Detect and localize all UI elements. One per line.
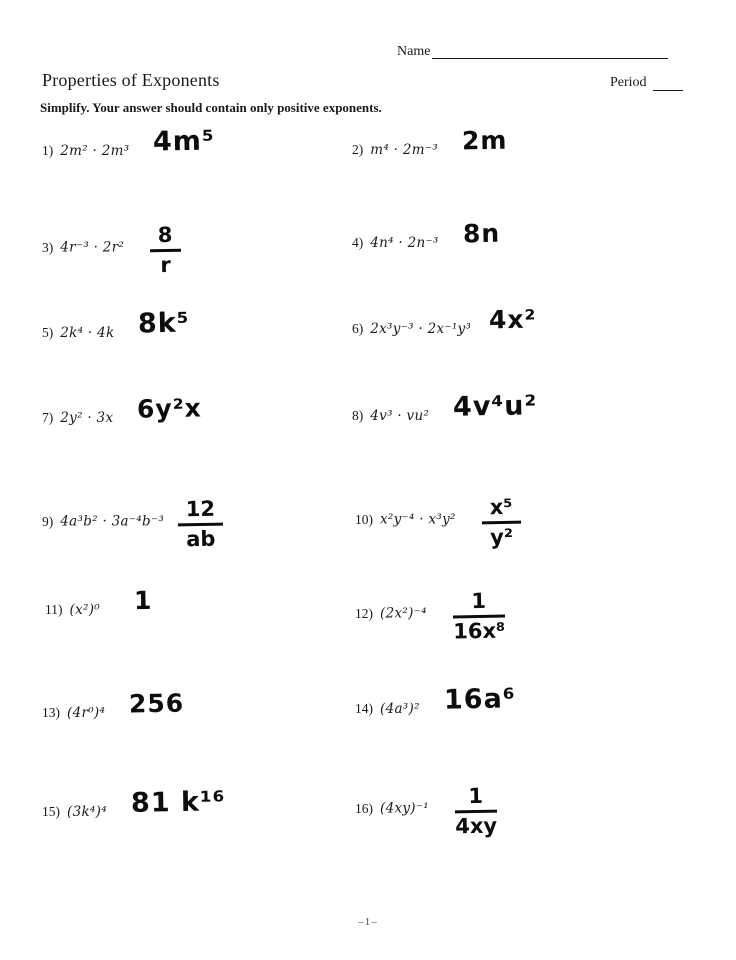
- problem-number: 7): [42, 410, 54, 425]
- period-label: Period: [610, 75, 647, 90]
- problem-expression: (4r⁰)⁴: [67, 705, 106, 721]
- problem-expression: 2m² · 2m³: [60, 143, 130, 159]
- instructions: Simplify. Your answer should contain only positive exponents.: [40, 100, 382, 115]
- problem-number: 11): [45, 602, 63, 617]
- fraction-denominator: 4xy: [455, 813, 498, 839]
- problem-expression: 2y² · 3x: [60, 410, 114, 426]
- fraction-numerator: x⁵: [481, 496, 520, 525]
- problem-expression: (x²)⁰: [69, 602, 100, 618]
- answer-handwritten: 4v⁴u²: [452, 390, 538, 423]
- problem-number: 3): [42, 239, 54, 255]
- fraction-numerator: 12: [178, 498, 224, 527]
- problem-number: 12): [355, 605, 373, 621]
- problem-9: [42, 496, 223, 552]
- name-blank-line: [432, 58, 668, 59]
- answer-fraction: [452, 590, 505, 644]
- problem-11: [45, 585, 153, 620]
- answer-handwritten: 8n: [462, 218, 501, 249]
- problem-expression: 2k⁴ · 4k: [60, 325, 115, 341]
- fraction-denominator: 16x⁸: [452, 618, 506, 644]
- fraction-numerator: 1: [452, 590, 504, 619]
- problem-7: [42, 393, 203, 428]
- problem-6: [352, 304, 537, 339]
- problem-12: [355, 588, 506, 644]
- problem-16: [355, 783, 498, 839]
- period-blank-line: [653, 90, 683, 91]
- problem-number: 5): [42, 325, 54, 340]
- problem-number: 8): [352, 408, 364, 423]
- problem-5: [42, 307, 191, 344]
- problem-14: [355, 683, 516, 720]
- problem-number: 16): [355, 800, 373, 816]
- problem-4: [352, 218, 501, 253]
- problem-number: 2): [352, 142, 364, 157]
- answer-handwritten: 16a⁶: [443, 683, 516, 716]
- problem-8: [352, 390, 538, 427]
- problem-number: 1): [42, 143, 54, 158]
- problem-13: [42, 688, 185, 723]
- answer-fraction: [481, 496, 521, 550]
- page-number: –1–: [358, 916, 378, 928]
- problem-expression: 4v³ · vu²: [370, 408, 430, 424]
- problem-expression: 2x³y⁻³ · 2x⁻¹y³: [370, 321, 472, 337]
- answer-fraction: [178, 498, 224, 552]
- fraction-numerator: 1: [455, 785, 497, 814]
- problem-number: 15): [42, 804, 60, 819]
- problem-15: [42, 786, 226, 823]
- problem-expression: m⁴ · 2m⁻³: [370, 142, 438, 158]
- problem-number: 14): [355, 701, 373, 716]
- problem-2: [352, 125, 508, 160]
- problem-1: [42, 125, 216, 162]
- problem-10: [355, 494, 520, 550]
- fraction-denominator: r: [160, 253, 172, 278]
- fraction-denominator: ab: [186, 526, 216, 552]
- problem-number: 10): [355, 511, 373, 527]
- answer-handwritten: 2m: [461, 125, 508, 156]
- answer-handwritten: 6y²x: [137, 393, 203, 424]
- answer-handwritten: 256: [128, 688, 185, 719]
- problem-expression: 4r⁻³ · 2r²: [60, 239, 125, 256]
- page-title: Properties of Exponents: [42, 70, 220, 90]
- problem-expression: (2x²)⁻⁴: [380, 605, 427, 622]
- problem-expression: (4xy)⁻¹: [380, 800, 430, 817]
- answer-handwritten: 1: [133, 585, 153, 616]
- answer-handwritten: 4m⁵: [153, 125, 216, 158]
- answer-fraction: [455, 785, 498, 839]
- answer-handwritten: 4x²: [488, 304, 537, 335]
- problem-expression: (3k⁴)⁴: [67, 804, 107, 820]
- problem-expression: 4n⁴ · 2n⁻³: [370, 235, 439, 251]
- answer-handwritten: 81 k¹⁶: [130, 786, 226, 819]
- problem-expression: x²y⁻⁴ · x³y²: [380, 511, 456, 528]
- name-label: Name: [397, 44, 431, 59]
- answer-fraction: [150, 224, 182, 278]
- problem-expression: (4a³)²: [380, 701, 420, 717]
- problem-expression: 4a³b² · 3a⁻⁴b⁻³: [60, 513, 165, 530]
- fraction-numerator: 8: [150, 224, 181, 253]
- fraction-denominator: y²: [489, 524, 514, 550]
- problem-3: [42, 222, 181, 278]
- problem-number: 9): [42, 513, 54, 529]
- answer-handwritten: 8k⁵: [138, 307, 191, 340]
- problem-number: 6): [352, 321, 364, 336]
- problem-number: 4): [352, 235, 364, 250]
- problem-number: 13): [42, 705, 60, 720]
